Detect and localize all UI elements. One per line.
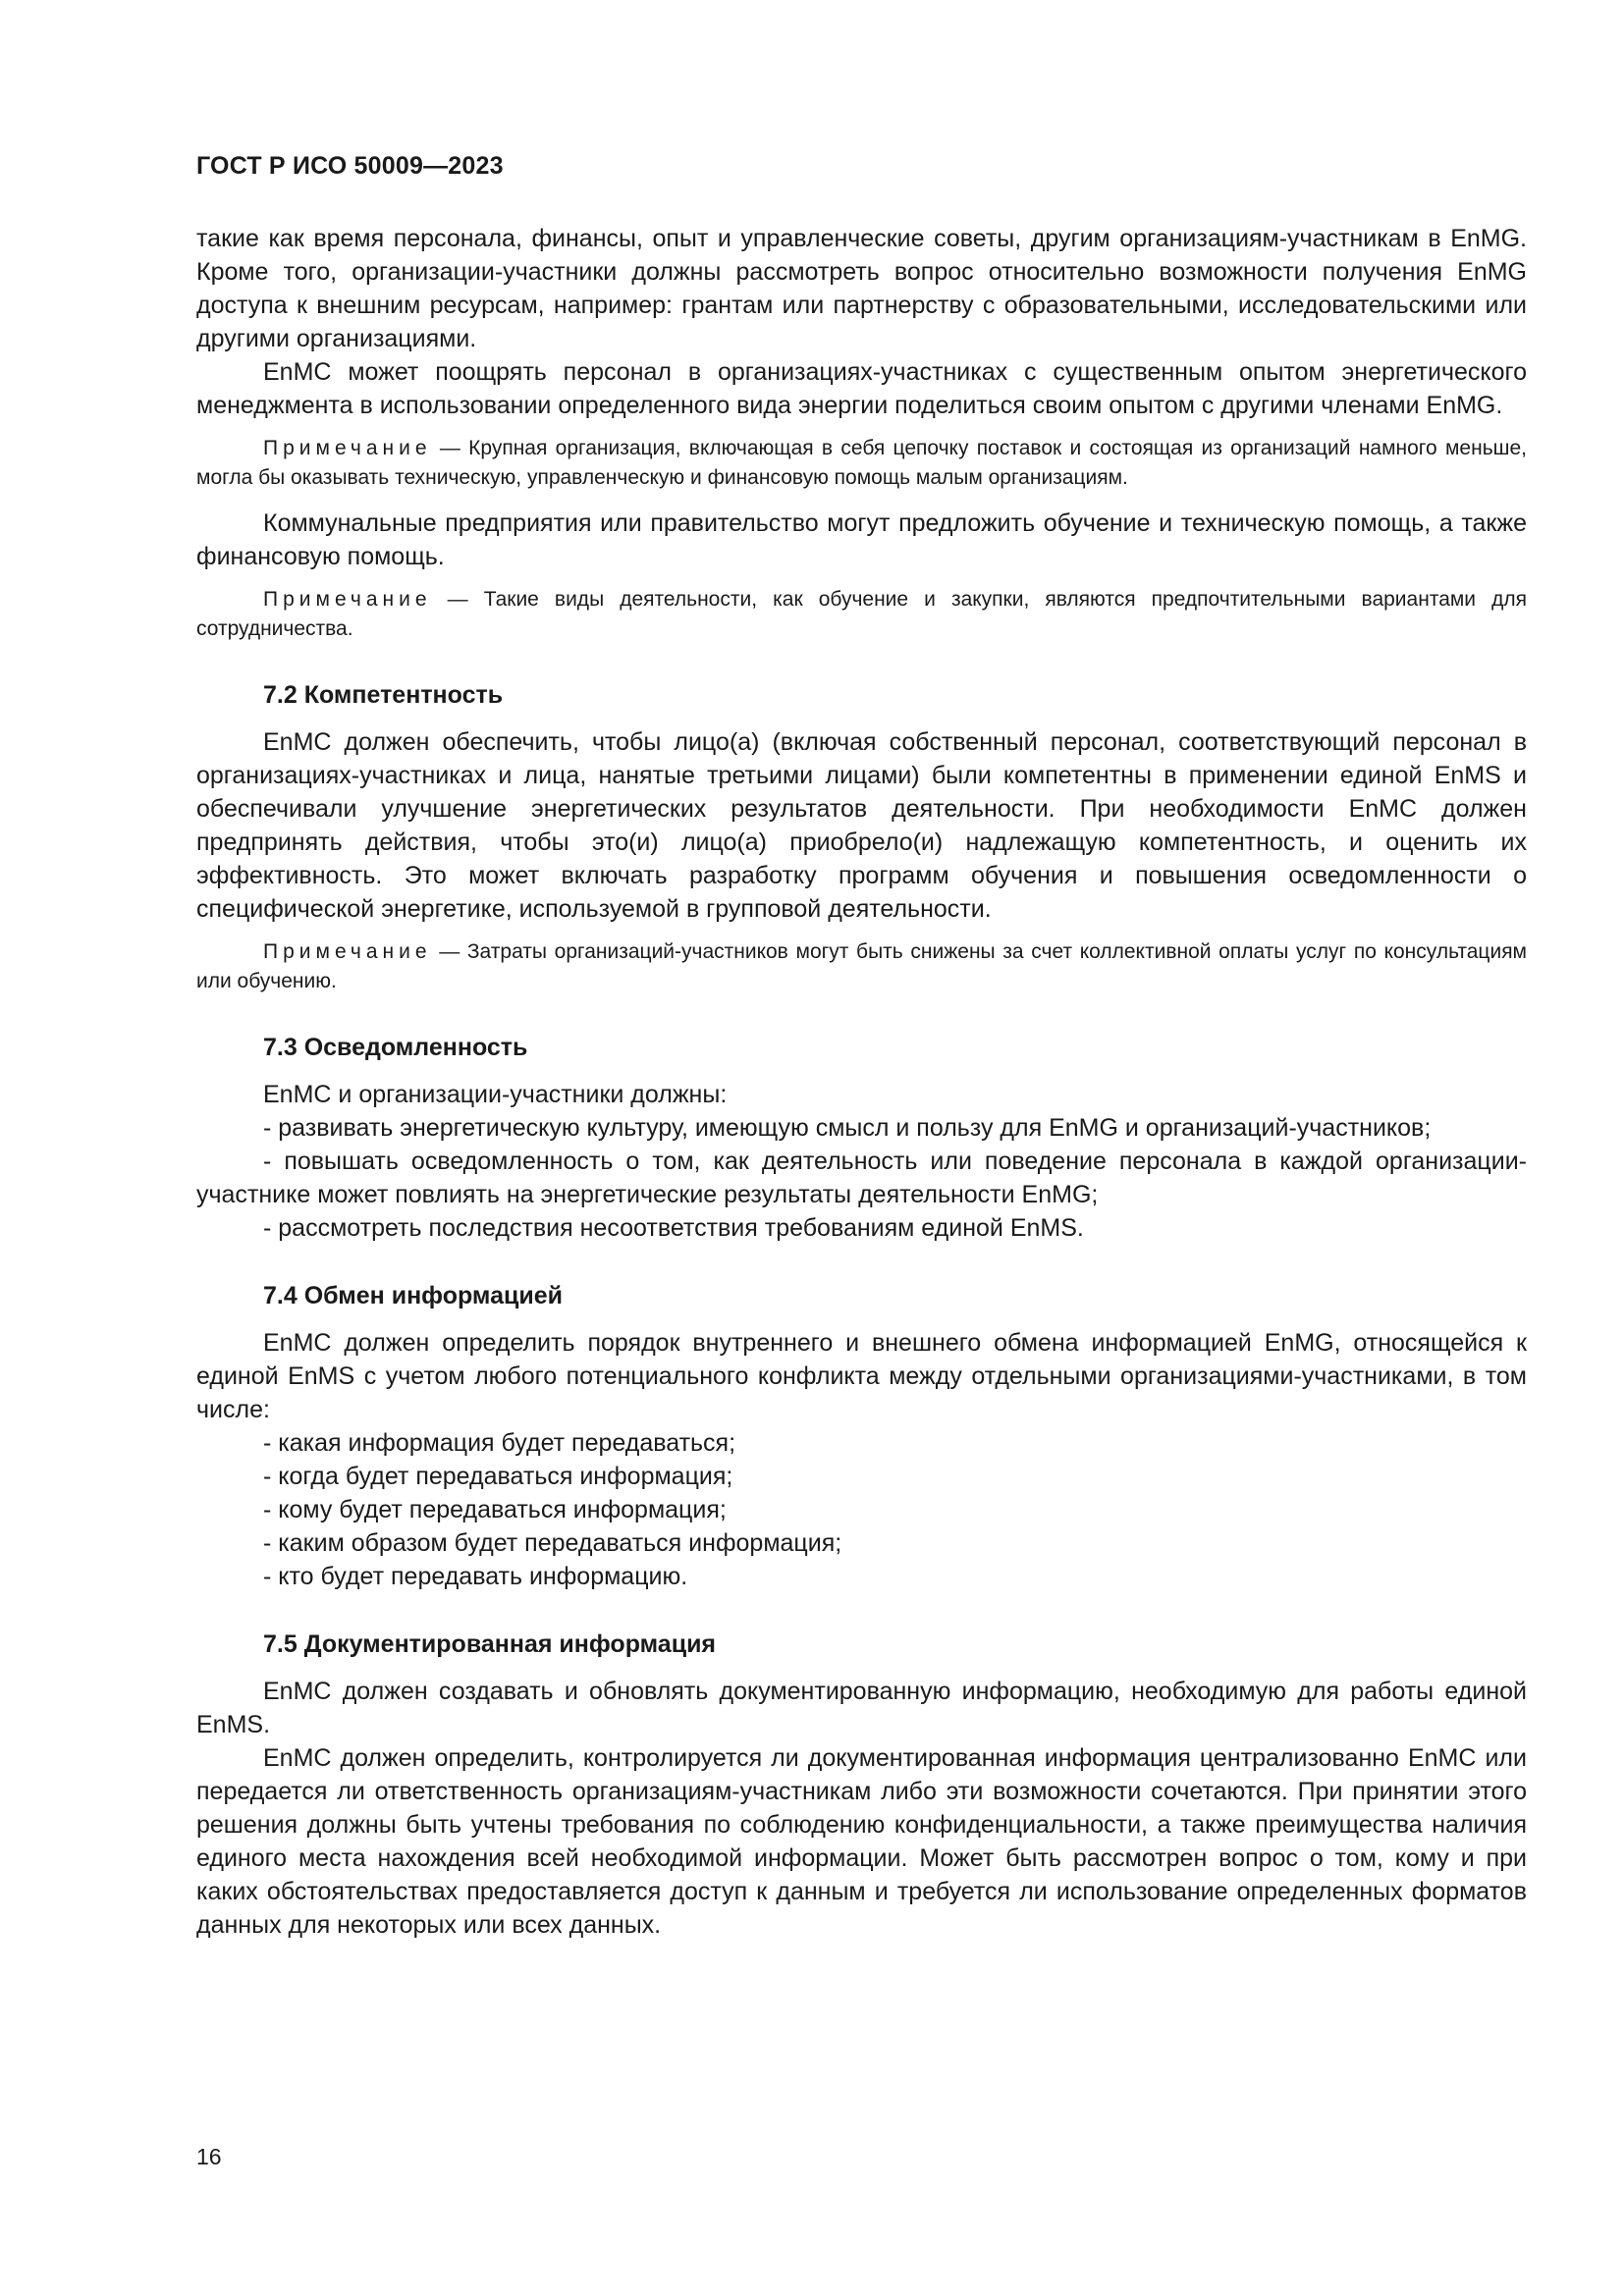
note-1 [196,434,1527,493]
paragraph-awareness: EnMC и организации-участники должны: [263,1081,728,1108]
list-item: - кто будет передавать информацию. [263,1563,688,1590]
list-item: - повышать осведомленность о том, как деятельность или поведение персонала в каждой организации-участнике может повлиять на энергетические результаты деятельности EnMG; [196,1148,1527,1208]
paragraph-documented-info-1: EnMC должен создавать и обновлять документированную информацию, необходимую для работы единой EnMS. [196,1678,1527,1738]
paragraph-personnel: EnMC может поощрять персонал в организациях-участниках с существенным опытом энергетического менеджмента в использовании определенного вида энергии поделиться своим опытом с другими членами EnMG. [196,358,1527,419]
list-item: - развивать энергетическую культуру, имеющую смысл и пользу для EnMG и организаций-участников; [263,1114,1432,1142]
section-7-2-heading: 7.2 Компетентность [263,681,504,709]
paragraph-documented-info-2: EnMC должен определить, контролируется ли документированная информация централизованно EnMC или передается ли ответственность организациям-участникам либо эти возможности сочетаются. При принятии этого решения должны быть учтены требования по соблюдению конфиденциальности, а также преимущества наличия единого места нахождения всей необходимой информации. Может быть рассмотрен вопрос о том, кому и при каких обстоятельствах предоставляется доступ к данным и требуется ли использование определенных форматов данных для некоторых или всех данных. [196,1744,1527,1939]
note-3 [196,937,1527,996]
list-item: - рассмотреть последствия несоответствия требованиям единой EnMS. [263,1214,1084,1242]
section-7-5-heading: 7.5 Документированная информация [263,1630,717,1658]
note-label: Примечание [263,437,432,459]
page-number: 16 [196,2144,222,2169]
document-header: ГОСТ Р ИСО 50009—2023 [196,152,504,180]
note-label: Примечание [263,940,432,963]
note-2-text: — Такие виды деятельности, как обучение и закупки, являются предпочтительными вариантами для сотрудничества. [196,588,1527,640]
paragraph-resources: такие как время персонала, финансы, опыт и управленческие советы, другим организациям-участникам в EnMG. Кроме того, организации-участники должны рассмотреть вопрос относительно возможности получения EnMG доступа к внешним ресурсам, например: грантам или партнерству с образовательными, исследовательскими или другими организациями. [196,225,1527,352]
paragraph-utilities: Коммунальные предприятия или правительство могут предложить обучение и техническую помощь, а также финансовую помощь. [196,509,1527,570]
list-item: - какая информация будет передаваться; [263,1429,736,1457]
section-7-3-heading: 7.3 Осведомленность [263,1034,528,1061]
paragraph-competence: EnMC должен обеспечить, чтобы лицо(а) (включая собственный персонал, соответствующий персонал в организациях-участниках и лица, нанятые третьими лицами) были компетентны в применении единой EnMS и обеспечивали улучшение энергетических результатов деятельности. При необходимости EnMC должен предпринять действия, чтобы это(и) лицо(а) приобрело(и) надлежащую компетентность, и оценить их эффективность. Это может включать разработку программ обучения и повышения осведомленности о специфической энергетике, используемой в групповой деятельности. [196,728,1527,923]
list-item: - кому будет передаваться информация; [263,1496,727,1523]
note-label: Примечание [263,588,432,611]
list-item: - каким образом будет передаваться информация; [263,1529,842,1557]
section-7-4-heading: 7.4 Обмен информацией [263,1282,564,1309]
note-2 [196,585,1527,644]
note-1-text: — Крупная организация, включающая в себя цепочку поставок и состоящая из организаций намного меньше, могла бы оказывать техническую, управленческую и финансовую помощь малым организациям. [196,437,1527,489]
list-item: - когда будет передаваться информация; [263,1463,733,1490]
document-page [196,152,1527,1942]
paragraph-communication: EnMC должен определить порядок внутреннего и внешнего обмена информацией EnMG, относящейся к единой EnMS с учетом любого потенциального конфликта между отдельными организациями-участниками, в том числе: [196,1329,1527,1423]
note-3-text: — Затраты организаций-участников могут быть снижены за счет коллективной оплаты услуг по консультациям или обучению. [196,940,1527,992]
